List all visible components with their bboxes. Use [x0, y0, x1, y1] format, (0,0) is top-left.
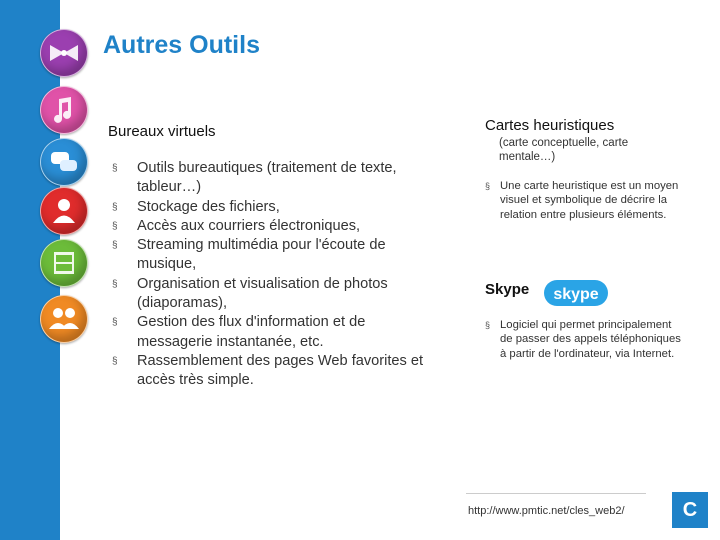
bullet-icon: § [485, 181, 491, 191]
bureaux-list [108, 159, 438, 391]
user-icon[interactable] [40, 187, 88, 235]
bullet-icon: § [112, 278, 118, 290]
brand-logo: C [672, 492, 708, 528]
section-heading-skype: Skype [485, 281, 530, 298]
page-title: Autres Outils [103, 31, 260, 59]
list-item: § Organisation et visualisation de photos (diaporamas), [112, 275, 388, 312]
svg-text:skype: skype [553, 286, 599, 303]
footer-divider [466, 493, 646, 494]
cabinet-icon[interactable] [40, 239, 88, 287]
bullet-icon: § [112, 163, 118, 174]
chat-bubbles-icon[interactable] [40, 138, 88, 186]
section-heading-bureaux: Bureaux virtuels [108, 123, 216, 140]
cartes-subtitle: (carte conceptuelle, carte mentale…) [499, 137, 629, 163]
bow-tie-icon[interactable] [40, 29, 88, 77]
bullet-icon: § [112, 240, 118, 252]
users-icon[interactable] [40, 295, 88, 343]
footer-link[interactable]: http://www.pmtic.net/cles_web2/ [468, 505, 625, 517]
list-item: § Rassemblement des pages Web favorites et accès très simple. [112, 352, 424, 389]
section-heading-cartes: Cartes heuristiques [485, 117, 615, 134]
bullet-icon: § [485, 320, 491, 330]
bullet-icon: § [112, 201, 118, 213]
list-item: § Accès aux courriers électroniques, [108, 217, 438, 236]
bullet-icon: § [112, 355, 118, 367]
cartes-list [485, 179, 685, 222]
music-icon[interactable] [40, 86, 88, 134]
bullet-icon: § [112, 220, 118, 232]
list-item: § Gestion des flux d'information et de messagerie instantanée, etc. [112, 314, 366, 350]
list-item: § Logiciel qui permet principalement de passer des appels téléphoniques à partir de l'ordinateur, via Internet. [485, 319, 681, 360]
list-item: § Streaming multimédia pour l'écoute de musique, [112, 237, 386, 273]
list-item: § Une carte heuristique est un moyen visuel et symbolique de décrire la relation entre plusieurs éléments. [485, 180, 679, 221]
skype-list [485, 318, 685, 361]
skype-logo [541, 276, 611, 310]
list-item: § Stockage des fichiers, [108, 198, 438, 217]
bullet-icon: § [112, 317, 118, 329]
list-item: § Outils bureautiques (traitement de texte, tableur…) [112, 160, 397, 196]
